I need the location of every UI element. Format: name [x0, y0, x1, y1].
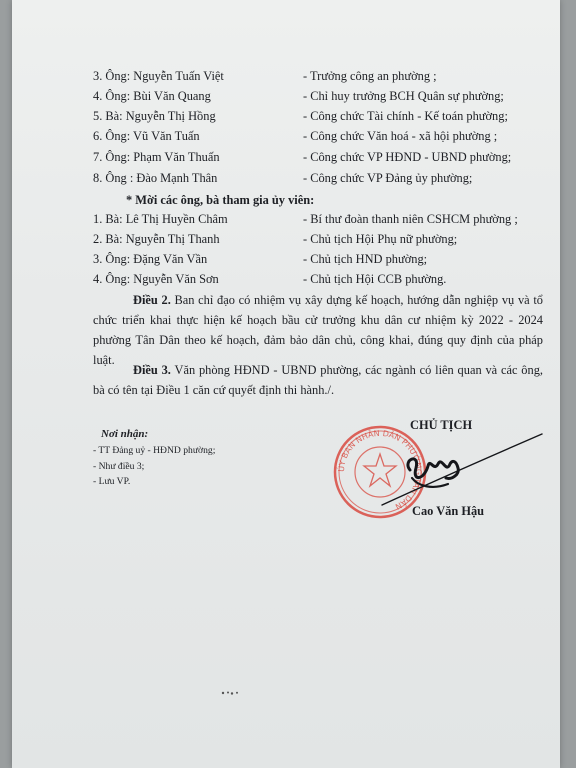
member-role: - Công chức Văn hoá - xã hội phường ; [303, 129, 498, 143]
member-name: 7. Ông: Phạm Văn Thuấn [93, 150, 220, 164]
article-2-label: Điều 2. [133, 293, 171, 307]
ink-smudge [220, 690, 242, 696]
member-role: - Trưởng công an phường ; [303, 69, 437, 83]
member-role: - Công chức VP Đảng ủy phường; [303, 171, 473, 185]
member-name: 4. Ông: Bùi Văn Quang [93, 89, 211, 103]
article-2-paragraph [93, 290, 543, 370]
recipients-title: Nơi nhận: [101, 428, 149, 440]
invitee-role: - Chủ tịch Hội Phụ nữ phường; [303, 232, 458, 246]
member-name: 3. Ông: Nguyễn Tuấn Việt [93, 69, 224, 83]
invitee-name: 4. Ông: Nguyễn Văn Sơn [93, 272, 219, 286]
signer-name: Cao Văn Hậu [412, 504, 485, 518]
seal-text: ỦY BAN NHÂN DÂN PHƯỜNG TÂN DÂN [336, 428, 424, 512]
article-3-paragraph [93, 360, 543, 400]
invitee-name: 1. Bà: Lê Thị Huyền Châm [93, 212, 228, 226]
recipient-item: - Lưu VP. [93, 476, 131, 487]
invitee-role: - Chủ tịch Hội CCB phường. [303, 272, 447, 286]
article-3-label: Điều 3. [133, 363, 171, 377]
recipient-item: - Như điều 3; [93, 461, 145, 472]
member-role: - Công chức Tài chính - Kế toán phường; [303, 109, 508, 123]
invite-heading: * Mời các ông, bà tham gia ủy viên: [126, 193, 315, 207]
document-page [12, 0, 560, 768]
invitee-role: - Chủ tịch HND phường; [303, 252, 428, 266]
member-role: - Công chức VP HĐND - UBND phường; [303, 150, 512, 164]
invitee-name: 3. Ông: Đặng Văn Vần [93, 252, 208, 266]
member-name: 5. Bà: Nguyễn Thị Hồng [93, 109, 216, 123]
signature-title: CHỦ TỊCH [410, 418, 473, 432]
member-role: - Chỉ huy trưởng BCH Quân sự phường; [303, 89, 504, 103]
article-2-text: Ban chỉ đạo có nhiệm vụ xây dựng kế hoạch, hướng dẫn nghiệp vụ và tổ chức triển khai thực hiện kế hoạch bầu cử trưởng khu dân cư nhiệm kỳ 2022 - 2024 phường Tân Dân theo kế hoạch, đảm bảo dân chủ, công khai, đúng quy định của pháp luật. [93, 293, 543, 367]
handwritten-signature [372, 430, 547, 510]
member-name: 6. Ông: Vũ Văn Tuấn [93, 129, 200, 143]
recipient-item: - TT Đảng uỷ - HĐND phường; [93, 445, 216, 456]
article-3-text: Văn phòng HĐND - UBND phường, các ngành có liên quan và các ông, bà có tên tại Điều 1 căn cứ quyết định thi hành./. [93, 363, 543, 397]
invitee-role: - Bí thư đoàn thanh niên CSHCM phường ; [303, 212, 518, 226]
member-name: 8. Ông : Đào Mạnh Thân [93, 171, 218, 185]
invitee-name: 2. Bà: Nguyễn Thị Thanh [93, 232, 220, 246]
